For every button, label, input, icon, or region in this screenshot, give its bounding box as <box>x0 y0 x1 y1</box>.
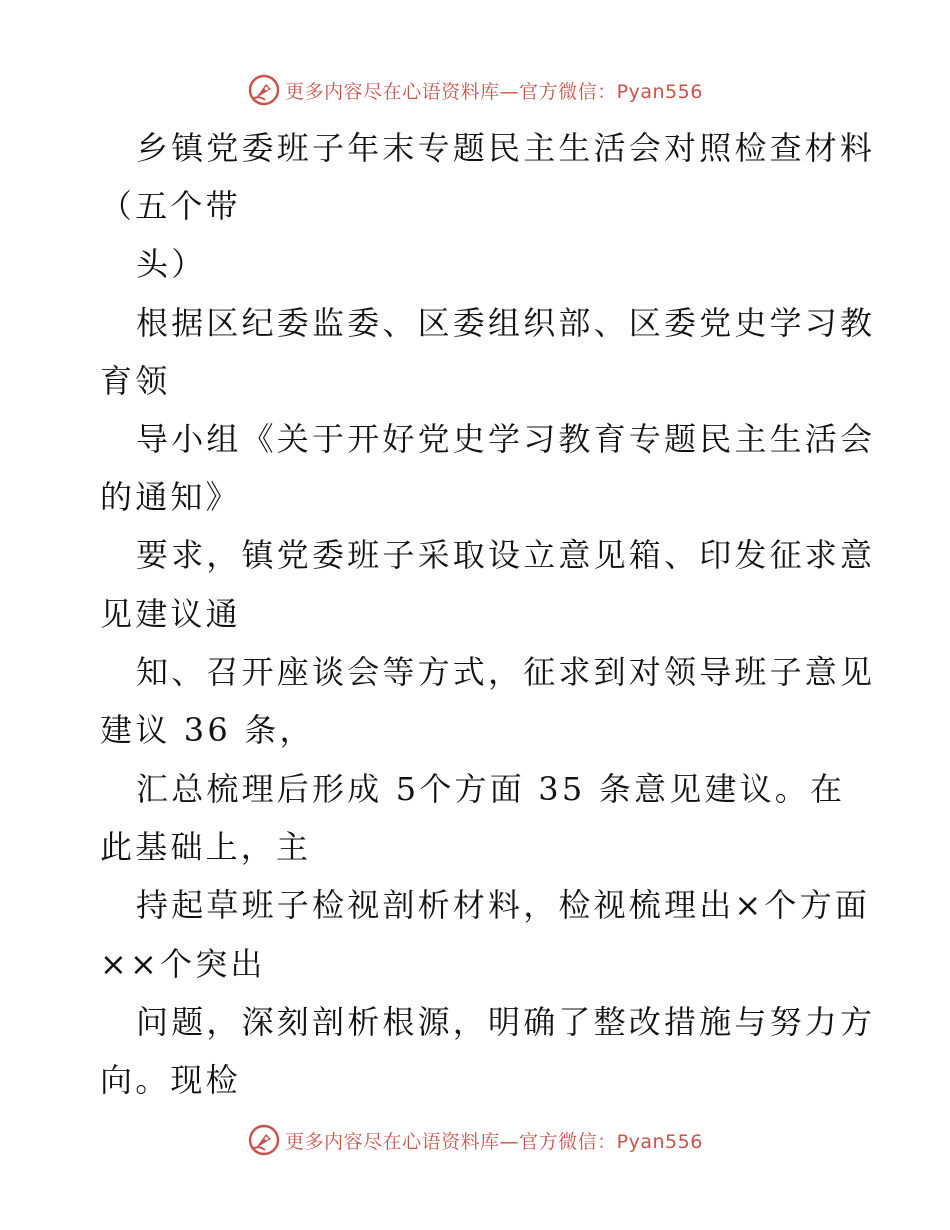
body-line-11: 建议 36 条， <box>100 711 315 749</box>
body-line-12: 汇总梳理后形成 5个方面 35 条意见建议。在 <box>136 770 846 808</box>
header-banner <box>0 70 950 110</box>
footer-banner-text: 更多内容尽在心语资料库—官方微信：Pyan556 <box>285 1130 703 1153</box>
header-banner-text: 更多内容尽在心语资料库—官方微信：Pyan556 <box>285 80 703 103</box>
pen-nib-logo-icon <box>247 1123 281 1157</box>
body-line-13: 此基础上，主 <box>100 828 312 866</box>
body-line-5: 育领 <box>100 362 171 400</box>
body-line-8: 要求，镇党委班子采取设立意见箱、印发征求意 <box>136 536 876 574</box>
body-line-4: 根据区纪委监委、区委组织部、区委党史学习教 <box>136 304 876 342</box>
body-line-15: ××个突出 <box>100 945 266 983</box>
pen-nib-logo-icon <box>247 73 281 107</box>
body-line-14: 持起草班子检视剖析材料，检视梳理出×个方面 <box>136 886 871 924</box>
body-line-7: 的通知》 <box>100 478 241 516</box>
footer-banner <box>0 1120 950 1160</box>
body-line-1: 乡镇党委班子年末专题民主生活会对照检查材料 <box>136 129 876 167</box>
body-line-17: 向。现检 <box>100 1061 241 1099</box>
body-line-3: 头） <box>136 245 207 283</box>
body-line-16: 问题，深刻剖析根源，明确了整改措施与努力方 <box>136 1003 876 1041</box>
body-line-6: 导小组《关于开好党史学习教育专题民主生活会 <box>136 420 876 458</box>
body-line-9: 见建议通 <box>100 595 241 633</box>
body-line-2: （五个带 <box>100 187 241 225</box>
body-line-10: 知、召开座谈会等方式，征求到对领导班子意见 <box>136 653 876 691</box>
